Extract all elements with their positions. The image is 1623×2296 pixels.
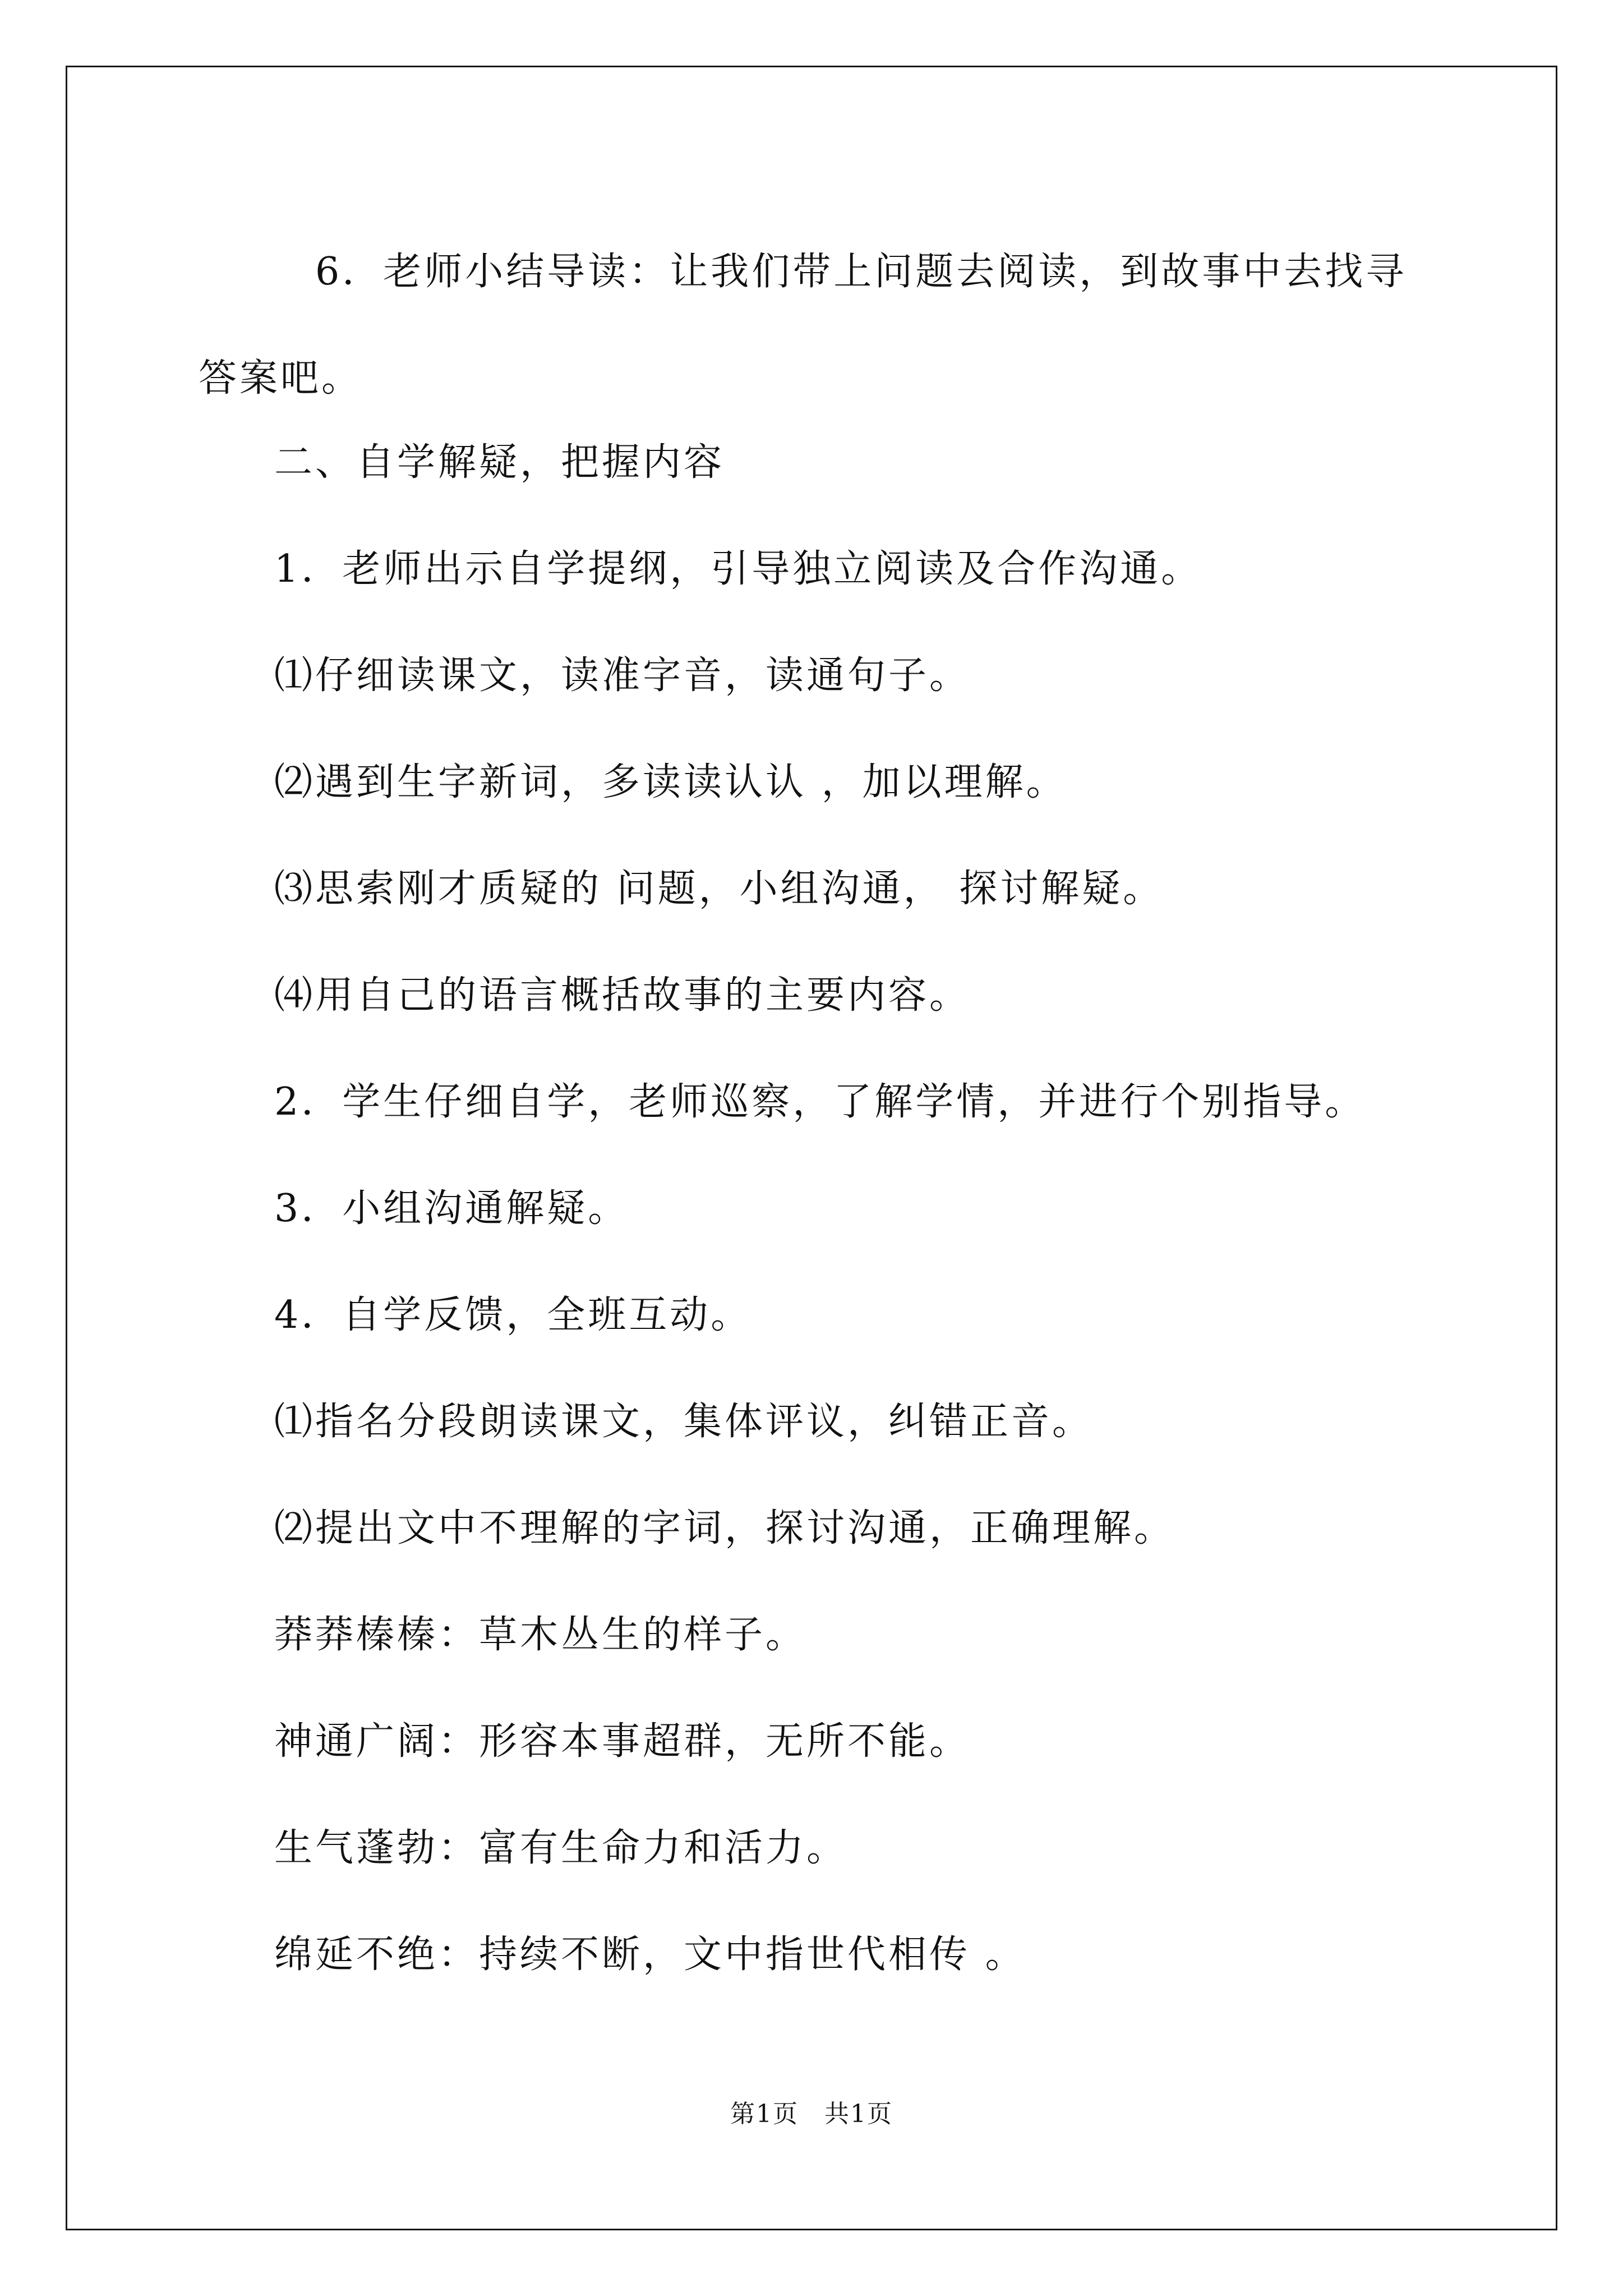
paragraph-11: ⑴指名分段朗读课文，集体评议，纠错正音。 [274, 1400, 1094, 1444]
paragraph-14: 神通广阔：形容本事超群，无所不能。 [274, 1719, 971, 1764]
page-footer: 第1页 共1页 [730, 2100, 893, 2128]
paragraph-3: 1．老师出示自学提纲，引导独立阅读及合作沟通。 [274, 547, 1202, 591]
paragraph-15: 生气蓬勃：富有生命力和活力。 [274, 1826, 848, 1870]
paragraph-5: ⑵遇到生字新词，多读读认认 ，加以理解。 [274, 760, 1067, 804]
paragraph-9: 3．小组沟通解疑。 [274, 1186, 629, 1231]
paragraph-4: ⑴仔细读课文，读准字音，读通句子。 [274, 654, 971, 698]
paragraph-6: ⑶思索刚才质疑的 问题，小组沟通， 探讨解疑。 [274, 867, 1164, 911]
paragraph-13: 莽莽榛榛：草木丛生的样子。 [274, 1613, 807, 1657]
paragraph-8: 2．学生仔细自学，老师巡察，了解学情，并进行个别指导。 [274, 1080, 1366, 1124]
paragraph-12: ⑵提出文中不理解的字词，探讨沟通，正确理解。 [274, 1506, 1175, 1550]
paragraph-2: 二、自学解疑，把握内容 [274, 440, 725, 485]
paragraph-16: 绵延不绝：持续不断，文中指世代相传 。 [274, 1932, 1026, 1977]
paragraph-1: 6．老师小结导读：让我们带上问题去阅读，到故事中去找寻答案吧。 [199, 250, 1407, 401]
paragraph-7: ⑷用自己的语言概括故事的主要内容。 [274, 973, 971, 1018]
paragraph-10: 4．自学反馈，全班互动。 [274, 1293, 752, 1337]
